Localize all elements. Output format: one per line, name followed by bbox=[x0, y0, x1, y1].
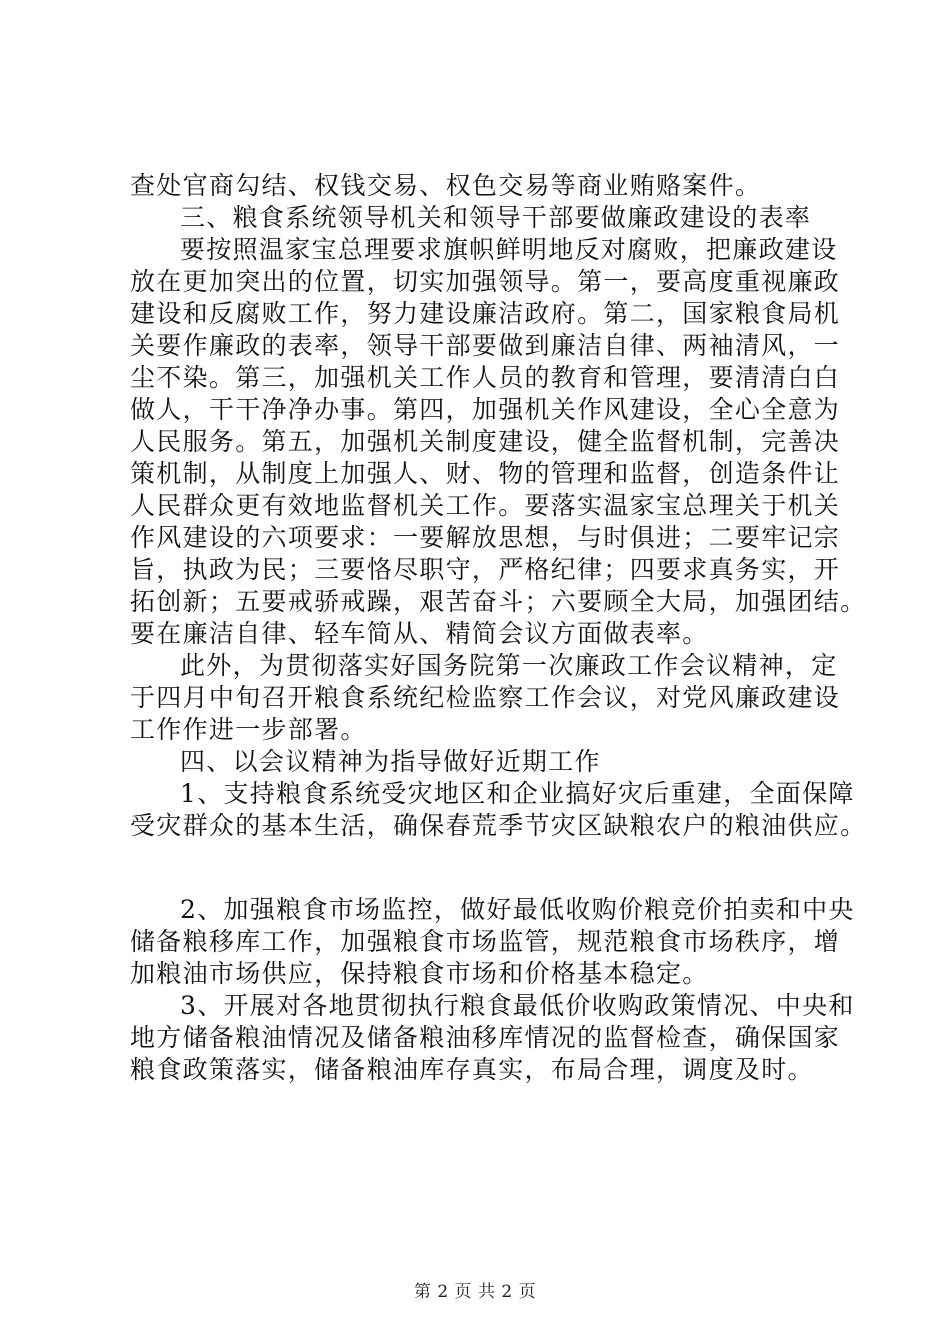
list-item-line: 储备粮移库工作，加强粮食市场监管，规范粮食市场秩序，增 bbox=[130, 927, 841, 956]
paragraph-line: 放在更加突出的位置，切实加强领导。第一，要高度重视廉政 bbox=[130, 267, 841, 296]
paragraph-line: 工作作进一步部署。 bbox=[130, 715, 367, 744]
paragraph-line: 查处官商勾结、权钱交易、权色交易等商业贿赂案件。 bbox=[130, 171, 762, 200]
paragraph-line: 策机制，从制度上加强人、财、物的管理和监督，创造条件让 bbox=[130, 459, 841, 488]
paragraph-line: 关要作廉政的表率，领导干部要做到廉洁自律、两袖清风，一 bbox=[130, 331, 841, 360]
paragraph-line: 人民服务。第五，加强机关制度建设，健全监督机制，完善决 bbox=[130, 427, 841, 456]
paragraph-line: 做人，干干净净办事。第四，加强机关作风建设，全心全意为 bbox=[130, 395, 841, 424]
document-body bbox=[130, 170, 867, 1086]
paragraph-line: 此外，为贯彻落实好国务院第一次廉政工作会议精神，定 bbox=[180, 651, 838, 680]
paragraph-line: 要按照温家宝总理要求旗帜鲜明地反对腐败，把廉政建设 bbox=[180, 235, 838, 264]
paragraph-gap bbox=[130, 842, 830, 894]
paragraph-line: 尘不染。第三，加强机关工作人员的教育和管理，要清清白白 bbox=[130, 363, 841, 392]
paragraph-line: 旨，执政为民；三要恪尽职守，严格纪律；四要求真务实，开 bbox=[130, 555, 841, 584]
list-item-line: 2、加强粮食市场监控，做好最低收购价粮竞价拍卖和中央 bbox=[180, 895, 855, 924]
list-item-line: 受灾群众的基本生活，确保春荒季节灾区缺粮农户的粮油供应。 bbox=[130, 811, 867, 840]
list-item-line: 粮食政策落实，储备粮油库存真实，布局合理，调度及时。 bbox=[130, 1055, 814, 1084]
list-item-line: 地方储备粮油情况及储备粮油移库情况的监督检查，确保国家 bbox=[130, 1023, 841, 1052]
paragraph-line: 人民群众更有效地监督机关工作。要落实温家宝总理关于机关 bbox=[130, 491, 841, 520]
paragraph-line: 要在廉洁自律、轻车简从、精简会议方面做表率。 bbox=[130, 619, 709, 648]
paragraph-line: 作风建设的六项要求：一要解放思想，与时俱进；二要牢记宗 bbox=[130, 523, 841, 552]
paragraph-line: 建设和反腐败工作，努力建设廉洁政府。第二，国家粮食局机 bbox=[130, 299, 841, 328]
list-item-line: 1、支持粮食系统受灾地区和企业搞好灾后重建，全面保障 bbox=[180, 779, 855, 808]
section-heading: 四、以会议精神为指导做好近期工作 bbox=[180, 747, 601, 776]
paragraph-line: 于四月中旬召开粮食系统纪检监察工作会议，对党风廉政建设 bbox=[130, 683, 841, 712]
list-item-line: 3、开展对各地贯彻执行粮食最低价收购政策情况、中央和 bbox=[180, 991, 855, 1020]
paragraph-line: 拓创新；五要戒骄戒躁，艰苦奋斗；六要顾全大局，加强团结。 bbox=[130, 587, 867, 616]
list-item-line: 加粮油市场供应，保持粮食市场和价格基本稳定。 bbox=[130, 959, 709, 988]
page-number-footer: 第 2 页 共 2 页 bbox=[413, 1282, 537, 1302]
section-heading: 三、粮食系统领导机关和领导干部要做廉政建设的表率 bbox=[180, 203, 812, 232]
